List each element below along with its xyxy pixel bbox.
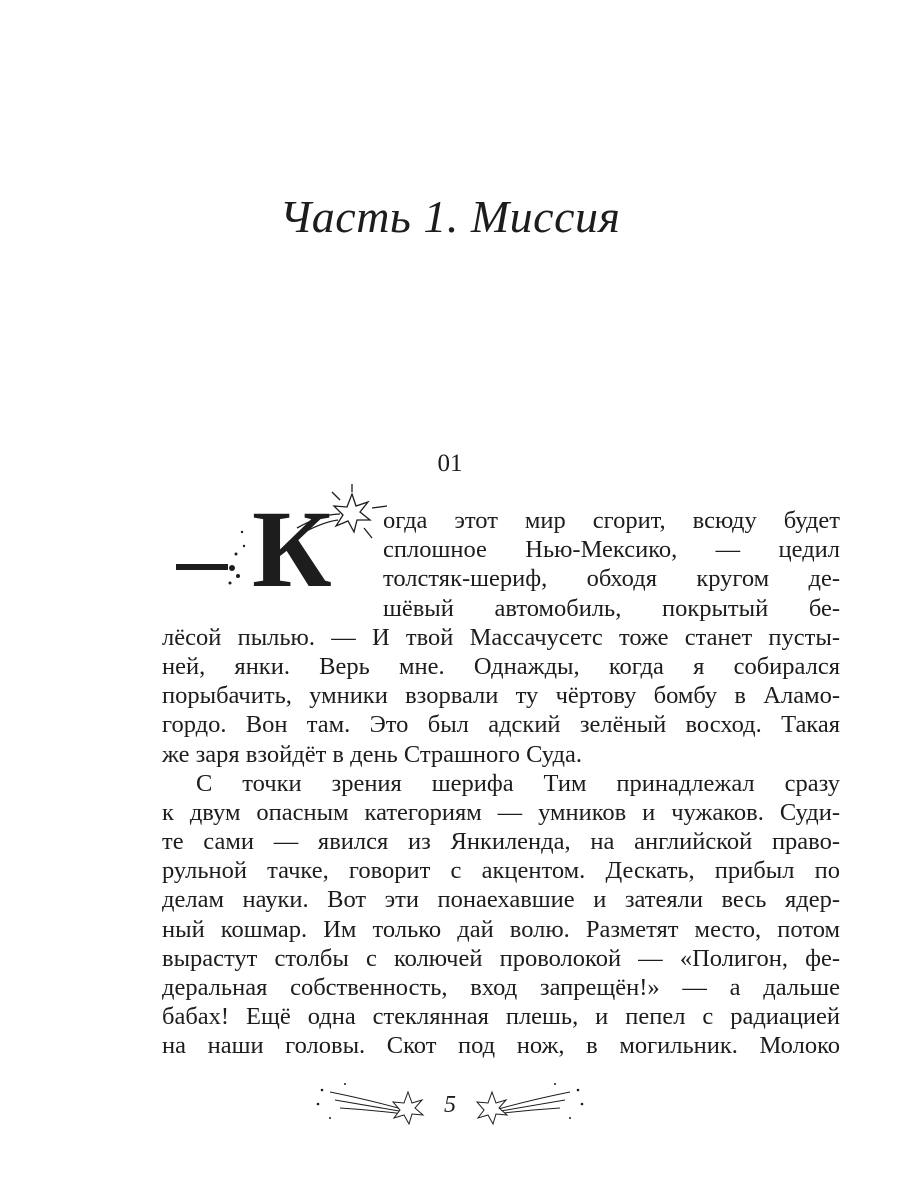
text-line: лёсой пылью. — И твой Массачусетс тоже станет пусты- [162,623,840,651]
text-line: делам науки. Вот эти понаехавшие и затеяли весь ядер- [162,886,840,914]
text-line: толстяк-шериф, обходя кругом де- [383,565,840,593]
text-line: шёвый автомобиль, покрытый бе- [383,594,840,622]
text-line: ный кошмар. Им только дай волю. Разметят место, потом [162,915,840,943]
text-line: на наши головы. Скот под нож, в могильник. Молоко [162,1032,840,1060]
chapter-number: 01 [437,450,463,477]
text-line: ней, янки. Верь мне. Однажды, когда я собирался [162,652,840,680]
text-line: порыбачить, умники взорвали ту чёртову бомбу в Аламо- [162,682,840,710]
text-line: огда этот мир сгорит, всюду будет [383,507,840,534]
text-line: сплошное Нью-Мексико, — цедил [383,536,840,564]
svg-text:К: К [252,488,332,594]
text-line: те сами — явился из Янкиленда, на английской право- [162,828,840,856]
page-number: 5 [444,1092,456,1118]
text-line: рульной тачке, говорит с акцентом. Дескать, прибыл по [162,857,840,885]
part-title: Часть 1. Миссия [279,191,621,242]
text-line: С точки зрения шерифа Тим принадлежал сразу [196,769,840,797]
text-line: вырастут столбы с колючей проволокой — «Полигон, фе- [162,944,840,972]
text-line: к двум опасным категориям — умников и чужаков. Суди- [162,798,840,826]
body-text [162,506,840,1061]
text-line: же заря взойдёт в день Страшного Суда. [162,740,582,768]
text-line: деральная собственность, вход запрещён!» — а дальше [162,974,840,1001]
text-line: гордо. Вон там. Это был адский зелёный восход. Такая [162,711,840,739]
text-line: бабах! Ещё одна стеклянная плешь, и пепел с радиацией [162,1003,840,1031]
